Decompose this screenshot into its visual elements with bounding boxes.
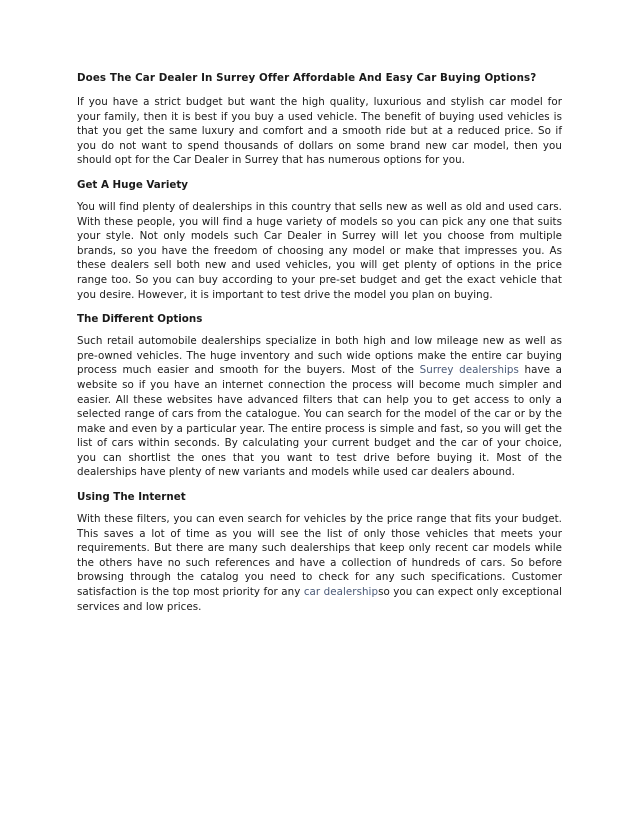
intro-paragraph: If you have a strict budget but want the high quality, luxurious and stylish car model for your family, then it is best if you buy a used vehicle. The benefit of buying used vehicles is that you get the same luxury and comfort and a smooth ride but at a reduced price. So if you do not want to spend thousands of dollars on some brand new car model, then you should opt for the Car Dealer in Surrey that has numerous options for you.: [77, 96, 562, 167]
section-heading-variety: Get A Huge Variety: [77, 178, 188, 191]
surrey-dealerships-link[interactable]: Surrey dealerships: [419, 364, 519, 377]
section-heading-internet: Using The Internet: [77, 491, 186, 504]
options-text-after-link: have a website so if you have an internet connection the process will become much simpler and easier. All these websites have advanced filters that can help you to get access to only a selected range of cars from the catalogue. You can search for the model of the car or by the make and even by a particular year. The entire process is simple and fast, so you will get the list of cars within seconds. By calculating your current budget and the car of your choice, you can shortlist the ones that you want to test drive before buying it. Most of the dealerships have plenty of new variants and models while used car dealers abound.: [77, 364, 562, 479]
car-dealership-link[interactable]: car dealership: [303, 586, 379, 599]
document-title: Does The Car Dealer In Surrey Offer Affordable And Easy Car Buying Options?: [77, 72, 537, 84]
section-body-variety: You will find plenty of dealerships in this country that sells new as well as old and used cars. With these people, you will find a huge variety of models so you can pick any one that suits your style. Not only models such Car Dealer in Surrey will let you choose from multiple brands, so you have the freedom of choosing any model or make that impresses you. As these dealers sell both new and used vehicles, you will get plenty of options in the price range too. So you can buy according to your pre-set budget and get the exact vehicle that you desire. However, it is important to test drive the model you plan on buying.: [77, 200, 562, 301]
section-body-options: [77, 334, 562, 480]
internet-text-after-link: so you can expect only exceptional services and low prices.: [77, 586, 562, 613]
section-heading-options: The Different Options: [77, 313, 203, 326]
section-body-internet: [77, 512, 562, 614]
internet-text-before-link: With these filters, you can even search for vehicles by the price range that fits your budget. This saves a lot of time as you will see the list of only those vehicles that meets your requirements. But there are many such dealerships that keep only recent car models while the others have no such references and have a collection of hundreds of cars. So before browsing through the catalog you need to check for any such specifications. Customer satisfaction is the top most priority for any: [77, 513, 562, 599]
document-page: [77, 71, 562, 624]
options-text-before-link: Such retail automobile dealerships specialize in both high and low mileage new as well as pre-owned vehicles. The huge inventory and such wide options make the entire car buying process much easier and smooth for the buyers. Most of the: [77, 335, 562, 377]
